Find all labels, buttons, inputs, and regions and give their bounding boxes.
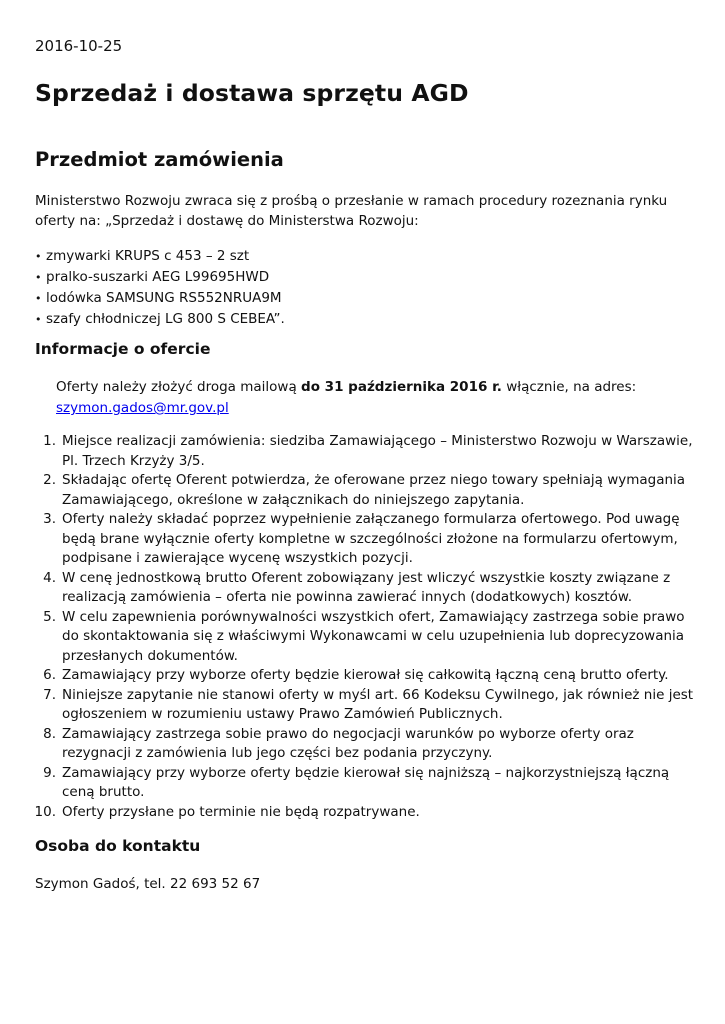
page-title: Sprzedaż i dostawa sprzętu AGD bbox=[35, 79, 469, 107]
condition-text: Oferty należy składać poprzez wypełnienie załączanego formularza ofertowego. Pod uwagę będą brane wyłącznie oferty kompletne w szczególności złożone na formularzu ofertowym, podpisane i zawierające wycenę wszystkich pozycji. bbox=[62, 511, 680, 566]
condition-item bbox=[0, 764, 700, 803]
condition-item bbox=[0, 432, 700, 471]
offer-heading: Informacje o ofercie bbox=[35, 340, 211, 358]
subject-heading: Przedmiot zamówienia bbox=[35, 148, 284, 171]
condition-item bbox=[0, 471, 700, 510]
condition-text: W celu zapewnienia porównywalności wszystkich ofert, Zamawiający zastrzega sobie prawo do skontaktowania się z właściwymi Wykonawcami w celu uzupełnienia lub doprecyzowania przesłanych dokumentów. bbox=[62, 608, 685, 664]
condition-text: Miejsce realizacji zamówienia: siedziba Zamawiającego – Ministerstwo Rozwoju w Warszawie, Pl. Trzech Krzyży 3/5. bbox=[62, 433, 693, 469]
conditions-list bbox=[0, 432, 700, 822]
contact-heading: Osoba do kontaktu bbox=[35, 837, 201, 855]
condition-text: W cenę jednostkową brutto Oferent zobowiązany jest wliczyć wszystkie koszty związane z realizacją zamówienia – oferta nie powinna zawierać innych (dodatkowych) kosztów. bbox=[62, 569, 671, 605]
condition-number: 2. bbox=[43, 472, 56, 488]
product-item: • lodówka SAMSUNG RS552NRUA9M bbox=[35, 288, 285, 309]
condition-number: 1. bbox=[43, 433, 56, 449]
condition-text: Zamawiający przy wyborze oferty będzie kierował się całkowitą łączną ceną brutto oferty. bbox=[62, 667, 669, 683]
condition-number: 4. bbox=[43, 569, 56, 586]
condition-item bbox=[0, 608, 700, 667]
condition-item bbox=[0, 569, 700, 608]
product-item: • szafy chłodniczej LG 800 S CEBEA”. bbox=[35, 309, 285, 330]
condition-number: 6. bbox=[43, 667, 56, 683]
offer-lead bbox=[56, 377, 676, 419]
condition-item bbox=[0, 510, 700, 569]
condition-number: 7. bbox=[43, 686, 56, 703]
condition-text: Składając ofertę Oferent potwierdza, że oferowane przez niego towary spełniają wymagania Zamawiającego, określone w załącznikach do niniejszego zapytania. bbox=[62, 472, 686, 508]
offer-lead-text: Oferty należy złożyć droga mailową bbox=[56, 379, 302, 395]
product-item: • pralko-suszarki AEG L99695HWD bbox=[35, 267, 285, 288]
product-list bbox=[35, 246, 285, 330]
condition-text: Zamawiający przy wyborze oferty będzie kierował się najniższą – najkorzystniejszą łączną ceną brutto. bbox=[62, 764, 670, 800]
condition-text: Niniejsze zapytanie nie stanowi oferty w myśl art. 66 Kodeksu Cywilnego, jak również nie jest ogłoszeniem w rozumieniu ustawy Prawo Zamówień Publicznych. bbox=[62, 686, 694, 722]
condition-text: Zamawiający zastrzega sobie prawo do negocjacji warunków po wyborze oferty oraz rezygnacji z zamówienia lub jego części bez podania przyczyny. bbox=[62, 725, 634, 761]
offer-deadline: do 31 października 2016 r. bbox=[301, 379, 502, 395]
email-link[interactable]: szymon.gados@mr.gov.pl bbox=[56, 400, 229, 416]
document-date: 2016-10-25 bbox=[35, 37, 123, 55]
condition-number: 9. bbox=[43, 764, 56, 781]
condition-item bbox=[0, 803, 700, 823]
condition-item bbox=[0, 725, 700, 764]
offer-lead-suffix: włącznie, na adres: bbox=[501, 379, 637, 395]
subject-intro: Ministerstwo Rozwoju zwraca się z prośbą o przesłanie w ramach procedury rozeznania rynku oferty na: „Sprzedaż i dostawę do Ministerstwa Rozwoju: bbox=[35, 193, 668, 229]
condition-item bbox=[0, 666, 700, 686]
product-item: • zmywarki KRUPS c 453 – 2 szt bbox=[35, 246, 285, 267]
contact-info: Szymon Gadoś, tel. 22 693 52 67 bbox=[35, 876, 261, 892]
condition-item bbox=[0, 686, 700, 725]
condition-number: 5. bbox=[43, 608, 56, 625]
condition-number: 10. bbox=[34, 803, 56, 820]
condition-number: 8. bbox=[43, 725, 56, 742]
condition-text: Oferty przysłane po terminie nie będą rozpatrywane. bbox=[62, 803, 420, 820]
condition-number: 3. bbox=[43, 511, 56, 527]
